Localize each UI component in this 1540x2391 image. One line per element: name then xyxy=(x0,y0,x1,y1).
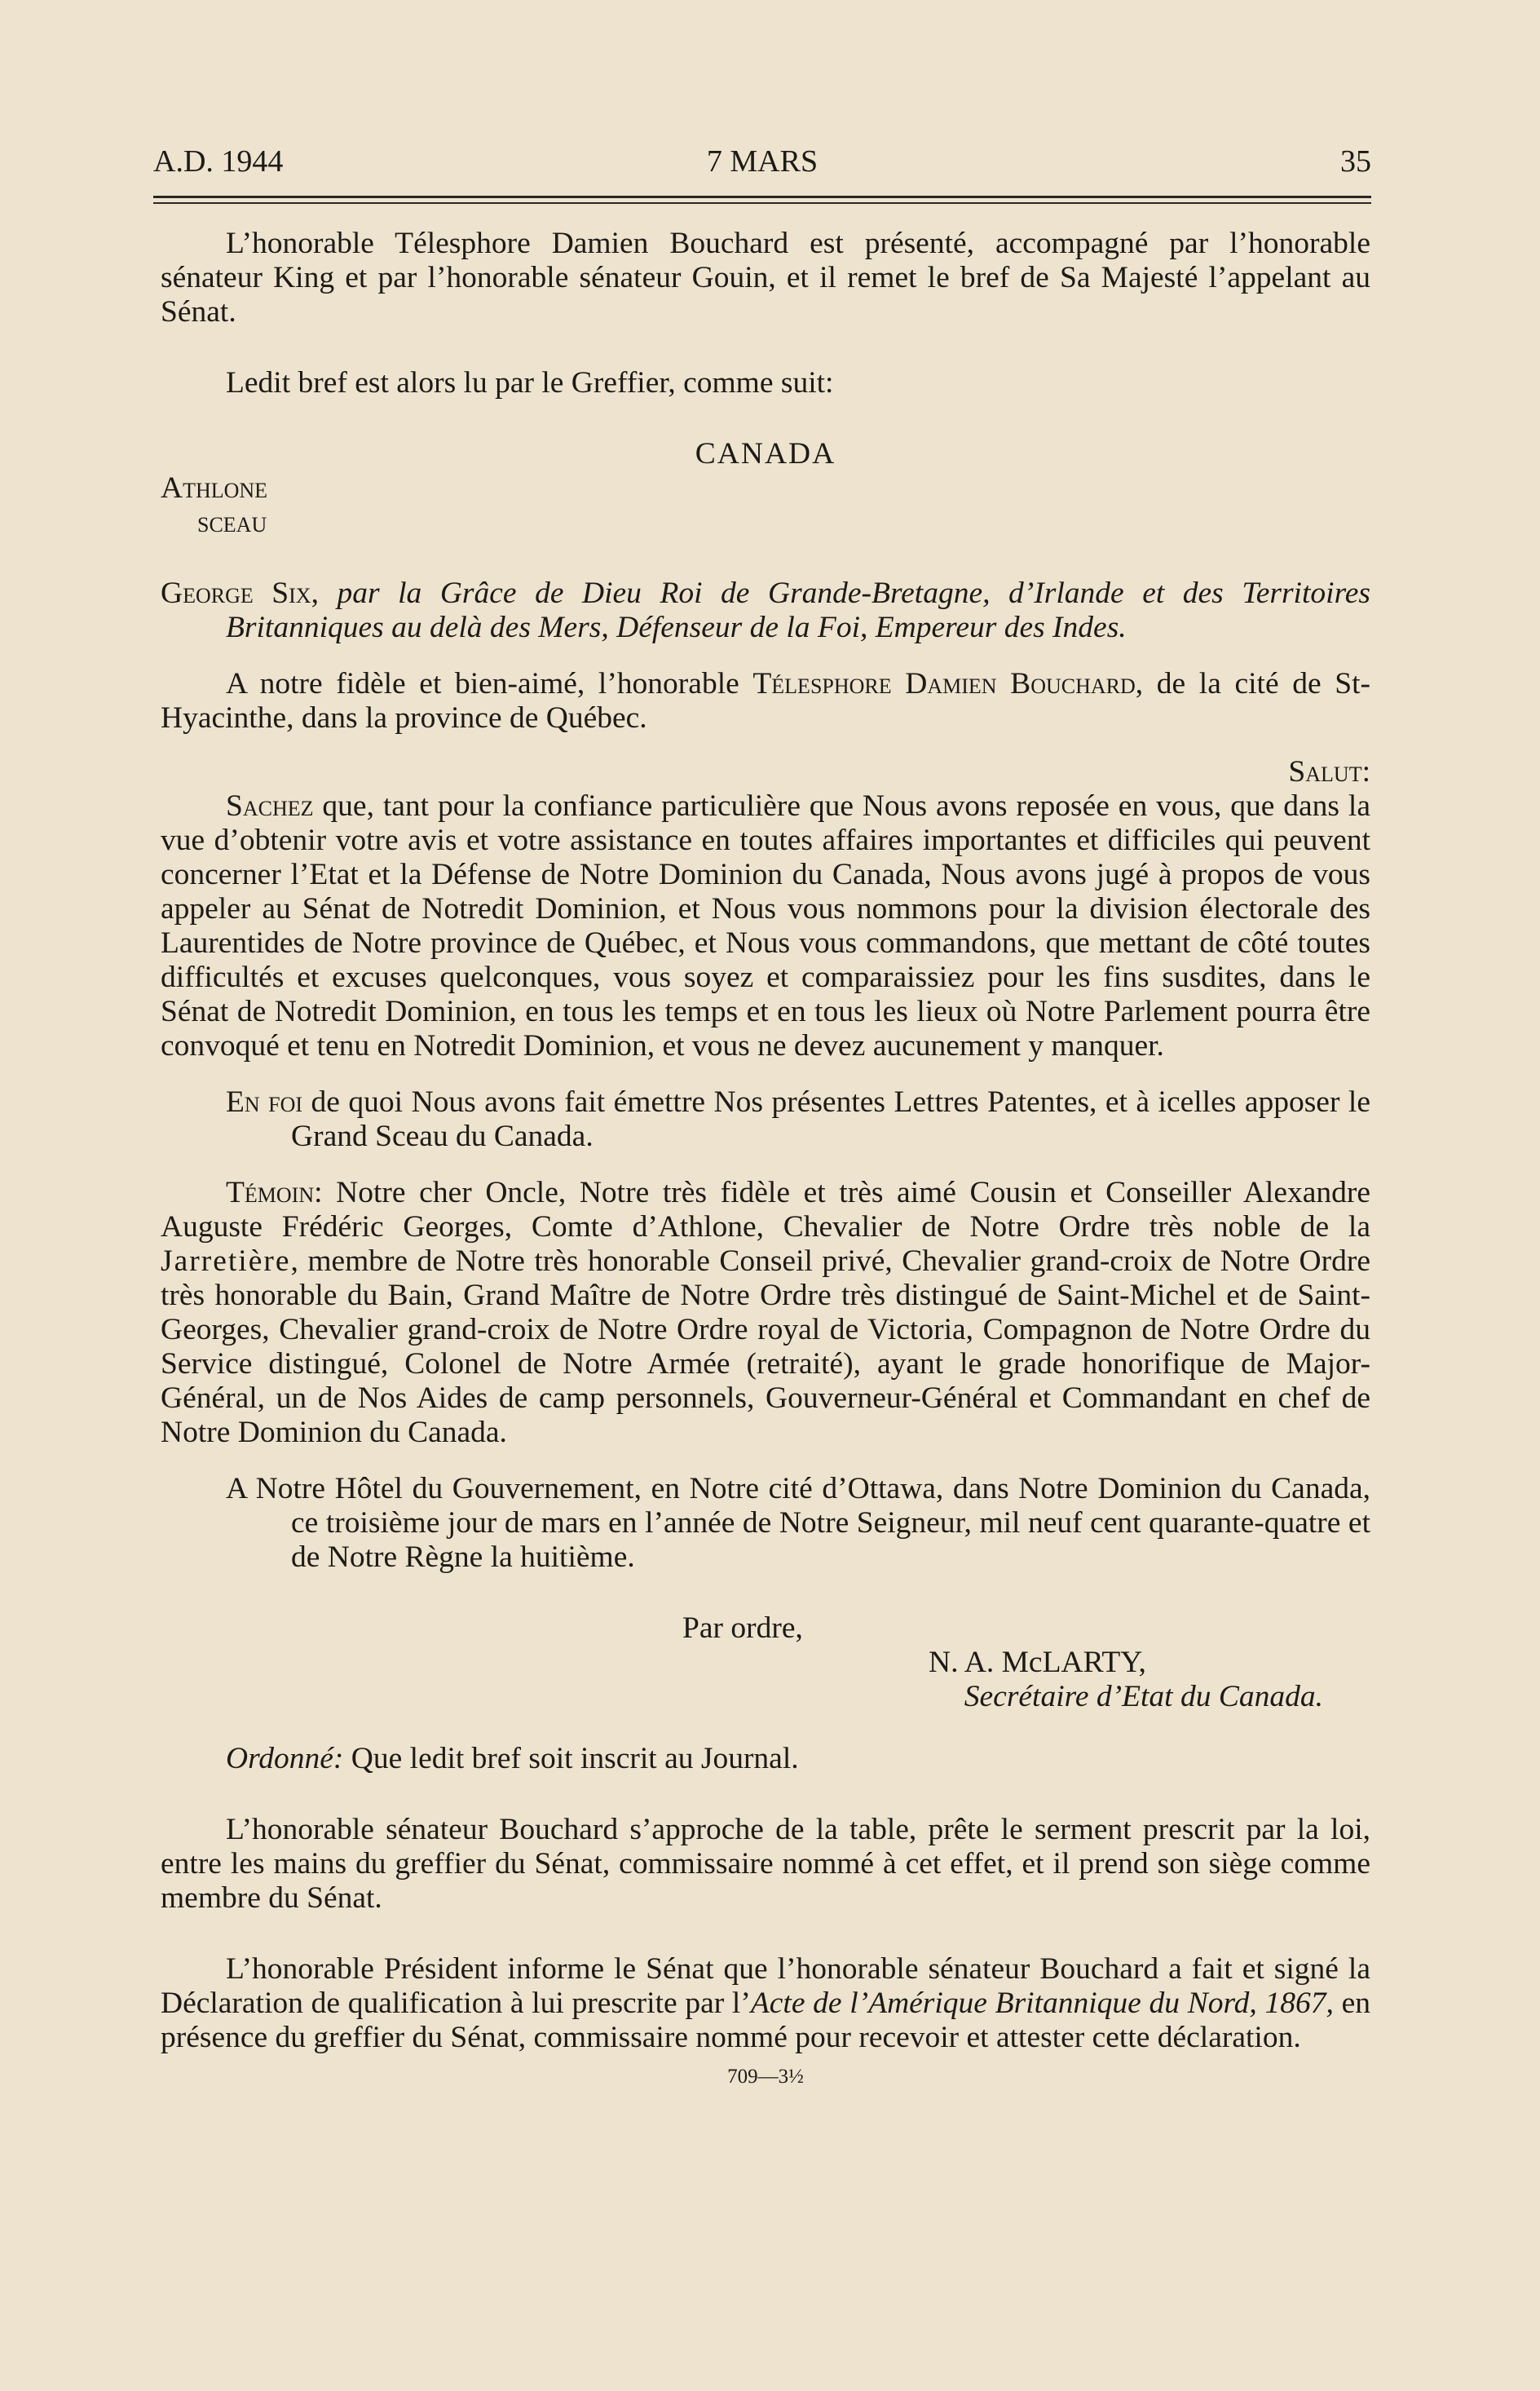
header-year: A.D. 1944 xyxy=(153,144,284,179)
print-code: 709—3½ xyxy=(727,2066,804,2088)
paragraph-bref-lu: Ledit bref est alors lu par le Greffier, comme suit: xyxy=(226,366,834,400)
paragraph-temoin xyxy=(161,1176,1370,1450)
par-ordre: Par ordre, xyxy=(682,1611,803,1645)
page-body xyxy=(161,227,1370,2094)
paragraph-hotel-gouvernement: A Notre Hôtel du Gouvernement, en Notre cité d’Ottawa, dans Notre Dominion du Canada, ce troisième jour de mars en l’année de Notre Seigneur, mil neuf cent quarante-quatre et de Notre Règne la huitième. xyxy=(226,1472,1370,1574)
temoin-text-continued: , membre de Notre très honorable Conseil privé, Chevalier grand-croix de Notre Ordre très honorable du Bain, Grand Maître de Notre Ordre très distingué de Saint-Michel et de Saint-Georges, Chevalier grand-croix de Notre Ordre royal de Victoria, Compagnon de Notre Ordre du Service distingué, Colonel de Notre Armée (retraité), ayant le grade honorifique de Major-Général, un de Nos Aides de camp personnels, Gouverneur-Général et Commandant en chef de Notre Dominion du Canada. xyxy=(161,1244,1370,1449)
george-six-name: George Six, xyxy=(161,577,319,610)
declaration-text: L’honorable Président informe le Sénat que l’honorable sénateur Bouchard a fait et signé la Déclaration de qualification à lui prescrite par l’ xyxy=(161,1952,1370,2020)
declaration-text-end: en présence du greffier du Sénat, commissaire nommé pour recevoir et attester cette déclaration. xyxy=(161,1987,1370,2054)
header-rule-bottom xyxy=(153,202,1371,204)
canada-heading: CANADA xyxy=(695,437,836,471)
en-foi-lead: En foi xyxy=(226,1085,303,1119)
paragraph-fidele xyxy=(161,667,1370,736)
paragraph-george-six xyxy=(161,577,1370,645)
temoin-text: Notre cher Oncle, Notre très fidèle et très aimé Cousin et Conseiller Alexandre Auguste Frédéric Georges, Comte d’Athlone, Chevalier de Notre Ordre très noble de la xyxy=(161,1176,1370,1244)
running-header xyxy=(153,137,1371,186)
fidele-name: Télesphore Damien Bouchard, xyxy=(752,667,1144,701)
signatory-name: N. A. McLARTY, xyxy=(929,1646,1146,1679)
fidele-text: A notre fidèle et bien-aimé, l’honorable xyxy=(226,667,753,701)
temoin-lead: Témoin: xyxy=(226,1176,323,1209)
sachez-lead: Sachez xyxy=(226,789,314,823)
sceau-label: sceau xyxy=(197,506,267,539)
george-six-titles: par la Grâce de Dieu Roi de Grande-Bretagne, d’Irlande et des Territoires Britanniques au delà des Mers, Défenseur de la Foi, Empereur des Indes. xyxy=(226,577,1371,644)
ordonne-text: Que ledit bref soit inscrit au Journal. xyxy=(343,1742,799,1775)
jarretiere-word: Jarretière xyxy=(161,1244,291,1278)
paragraph-sachez xyxy=(161,789,1370,1063)
fidele-place: de la cité de St-Hyacinthe, dans la province de Québec. xyxy=(161,667,1370,735)
paragraph-serment: L’honorable sénateur Bouchard s’approche de la table, prête le serment prescrit par la loi, entre les mains du greffier du Sénat, commissaire nommé à cet effet, et il prend son siège comme membre du Sénat. xyxy=(161,1813,1370,1915)
acte-title: Acte de l’Amérique Britannique du Nord, 1867, xyxy=(750,1987,1334,2020)
header-rule-top xyxy=(153,196,1371,198)
paragraph-presentation: L’honorable Télesphore Damien Bouchard est présenté, accompagné par l’honorable sénateur King et par l’honorable sénateur Gouin, et il remet le bref de Sa Majesté l’appelant au Sénat. xyxy=(161,227,1370,329)
paragraph-ordonne xyxy=(161,1742,1370,1776)
header-date: 7 MARS xyxy=(706,144,819,179)
en-foi-text: de quoi Nous avons fait émettre Nos présentes Lettres Patentes, et à icelles apposer le Grand Sceau du Canada. xyxy=(291,1085,1370,1153)
athlone-label: Athlone xyxy=(161,471,268,505)
paragraph-declaration xyxy=(161,1952,1370,2055)
signatory-title: Secrétaire d’Etat du Canada. xyxy=(964,1680,1323,1713)
salut-label: Salut: xyxy=(1288,755,1370,789)
ordonne-lead: Ordonné: xyxy=(226,1742,344,1775)
page-number: 35 xyxy=(1340,144,1371,179)
sachez-text: que, tant pour la confiance particulière que Nous avons reposée en vous, que dans la vue d’obtenir votre avis et votre assistance en toutes affaires importantes et difficiles qui peuvent concerner l’Etat et la Défense de Notre Dominion du Canada, Nous avons jugé à propos de vous appeler au Sénat de Notredit Dominion, et Nous vous nommons pour la division électorale des Laurentides de Notre province de Québec, et Nous vous commandons, que mettant de côté toutes difficultés et excuses quelconques, vous soyez et comparaissiez pour les fins susdites, dans le Sénat de Notredit Dominion, en tous les temps et en tous les lieux où Notre Parlement pourra être convoqué et tenu en Notredit Dominion, et vous ne devez aucunement y manquer. xyxy=(161,789,1370,1063)
paragraph-en-foi xyxy=(161,1085,1370,1154)
